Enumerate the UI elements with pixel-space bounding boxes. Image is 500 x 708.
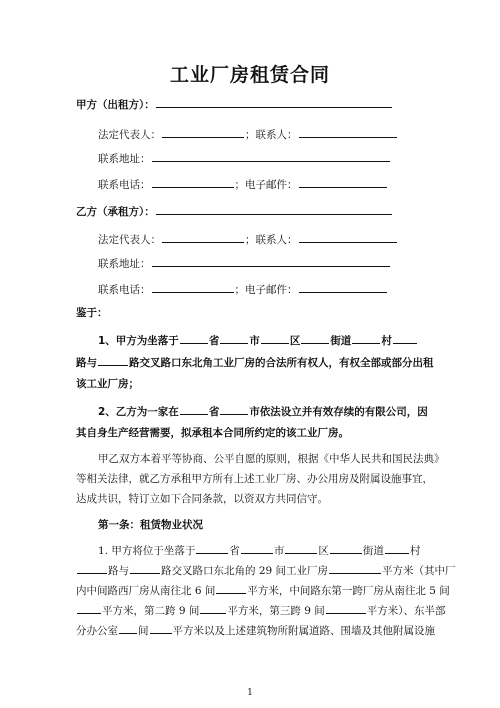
article1-street-blank[interactable] (330, 543, 362, 554)
clause1-text-2: 省 (208, 335, 220, 347)
clause1-road-blank[interactable] (98, 355, 128, 366)
clause1-line3: 该工业厂房； (76, 378, 139, 390)
party-b-contact-blank[interactable] (299, 232, 397, 243)
intro-line1: 甲乙双方本着平等协商、公平自愿的原则，根据《中华人民共和国民法典》 (98, 453, 445, 465)
party-a-phone-blank[interactable] (152, 177, 234, 188)
article1-line3 (76, 583, 450, 598)
party-b-legal-rep-label: 法定代表人： (98, 234, 161, 246)
party-a-address-blank[interactable] (152, 151, 390, 162)
party-b-legal-rep-blank[interactable] (162, 232, 244, 243)
article1-office-area-blank[interactable] (150, 623, 172, 634)
clause1-text-1: 1、甲方为坐落于 (98, 335, 179, 347)
article1-span3-area-blank[interactable] (326, 603, 366, 614)
intro-line2: 等相关法律，就乙方承租甲方所有上述工业厂房、办公用房及附属设施事宜， (76, 473, 433, 485)
party-a-rep-line (98, 127, 398, 142)
clause1-text-5: 街道 (330, 335, 352, 347)
clause1-text-3: 市 (249, 335, 260, 347)
party-a-legal-rep-label: 法定代表人： (98, 129, 161, 141)
article1-village-blank[interactable] (385, 543, 409, 554)
party-a-address-line (98, 151, 391, 166)
article1-text-a2: 省 (229, 545, 240, 557)
party-b-email-label: ；电子邮件： (234, 284, 298, 296)
article1-province-blank[interactable] (196, 543, 228, 554)
article1-line4 (76, 603, 445, 618)
party-a-email-blank[interactable] (299, 177, 387, 188)
page-number: 1 (247, 688, 253, 698)
article1-span2-area-blank[interactable] (200, 603, 226, 614)
clause1-text-6: 村 (381, 335, 392, 347)
party-b-phone-label: 联系电话： (98, 284, 151, 296)
clause1-city-blank[interactable] (220, 333, 248, 344)
party-b-phone-blank[interactable] (152, 282, 234, 293)
clause1-text-7: 路与 (76, 357, 97, 369)
clause2-province-blank[interactable] (180, 404, 208, 415)
clause1-province-blank[interactable] (180, 333, 208, 344)
party-b-line (76, 204, 393, 219)
article1-district-blank[interactable] (285, 543, 317, 554)
clause2-text-2: 省 (208, 406, 220, 418)
party-a-blank[interactable] (156, 97, 392, 108)
party-b-email-blank[interactable] (299, 282, 387, 293)
article1-text-c2: 平方米，中间路东第一跨厂房从南往北 5 间 (247, 585, 450, 597)
article1-text-d3: 平方米）、东半部 (366, 605, 446, 617)
clause2-text-1: 2、乙方为一家在 (98, 406, 179, 418)
article1-road1-blank[interactable] (77, 563, 107, 574)
party-a-line (76, 97, 393, 112)
document-title: 工业厂房租赁合同 (169, 64, 330, 86)
article1-text-a3: 市 (273, 545, 285, 557)
article1-city-blank[interactable] (241, 543, 273, 554)
party-a-label: 甲方（出租方）： (76, 99, 155, 111)
party-b-rep-line (98, 232, 398, 247)
party-b-blank[interactable] (156, 204, 392, 215)
party-b-phone-line (98, 282, 388, 297)
article1-text-d1: 平方米，第二跨 9 间 (102, 605, 200, 617)
party-b-address-blank[interactable] (152, 256, 390, 267)
clause2-line1 (98, 404, 428, 419)
article1-area-blank[interactable] (329, 563, 381, 574)
party-a-legal-rep-blank[interactable] (162, 127, 244, 138)
clause2-line2: 其自身生产经营需要，拟承租本合同所约定的该工业厂房。 (76, 427, 349, 439)
clause2-text-3: 市依法设立并有效存续的有限公司，因 (249, 406, 428, 418)
whereas-heading: 鉴于： (76, 307, 108, 319)
clause1-text-8: 路交叉路口东北角工业厂房的合法所有权人，有权全部或部分出租 (129, 357, 434, 369)
party-b-address-label: 联系地址： (98, 258, 151, 270)
article1-text-a4: 区 (318, 545, 329, 557)
clause2-city-blank[interactable] (220, 404, 248, 415)
article1-office-count-blank[interactable] (119, 623, 137, 634)
party-a-contact-label: ；联系人： (245, 129, 298, 141)
article1-text-d2: 平方米，第三跨 9 间 (227, 605, 325, 617)
clause1-district-blank[interactable] (261, 333, 289, 344)
article1-text-b3: 平方米（其中厂 (382, 565, 456, 577)
party-a-phone-line (98, 177, 388, 192)
party-a-phone-label: 联系电话： (98, 179, 151, 191)
clause1-line1 (98, 333, 418, 348)
article1-text-e3: 平方米以及上述建筑物所附属道路、围墙及其他附属设施 (172, 625, 435, 637)
article1-road2-blank[interactable] (130, 563, 160, 574)
party-b-contact-label: ；联系人： (245, 234, 298, 246)
party-b-address-line (98, 256, 391, 271)
article1-text-a5: 街道 (362, 545, 384, 557)
intro-line3: 达成共识，特订立如下合同条款，以资双方共同信守。 (76, 493, 328, 505)
article1-east1-area-blank[interactable] (77, 603, 101, 614)
clause1-line2 (76, 355, 434, 370)
party-b-label: 乙方（承租方）： (76, 206, 155, 218)
article1-west-area-blank[interactable] (216, 583, 246, 594)
article1-line1 (98, 543, 420, 558)
article1-text-e1: 分办公室 (76, 625, 118, 637)
clause1-text-4: 区 (289, 335, 301, 347)
article1-text-b2: 路交叉路口东北角的 29 间工业厂房 (161, 565, 329, 577)
article1-text-a6: 村 (409, 545, 421, 557)
article1-line5 (76, 623, 435, 638)
party-a-contact-blank[interactable] (299, 127, 397, 138)
party-a-address-label: 联系地址： (98, 153, 151, 165)
party-a-email-label: ；电子邮件： (234, 179, 298, 191)
article1-line2 (76, 563, 456, 578)
article1-text-b1: 路与 (108, 565, 129, 577)
article1-text-c1: 内中间路西厂房从南往北 6 间 (76, 585, 216, 597)
article1-heading: 第一条：租赁物业状况 (98, 519, 203, 531)
clause1-village-blank[interactable] (352, 333, 380, 344)
article1-text-a1: 1. 甲方将位于坐落于 (98, 545, 196, 557)
article1-text-e2: 间 (138, 625, 149, 637)
clause1-street-blank[interactable] (301, 333, 329, 344)
clause1-tail-blank[interactable] (393, 333, 417, 344)
